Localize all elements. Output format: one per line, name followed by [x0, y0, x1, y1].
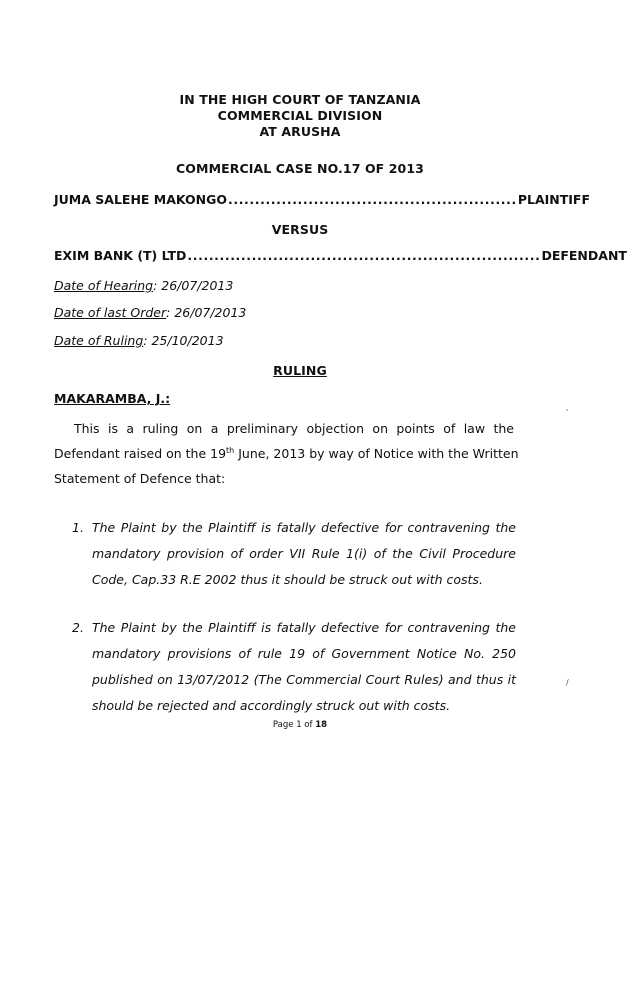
date-of-hearing	[54, 278, 233, 293]
defendant-role: DEFENDANT	[541, 248, 627, 263]
defendant-line	[54, 248, 627, 263]
versus-label: VERSUS	[271, 222, 329, 237]
division-heading: COMMERCIAL DIVISION	[217, 108, 383, 123]
intro-line-1: This is a ruling on a preliminary objection on points of law the	[74, 421, 514, 436]
objection-line: Code, Cap.33 R.E 2002 thus it should be struck out with costs.	[92, 572, 483, 587]
ruling-title: RULING	[273, 363, 327, 378]
date-of-ruling	[54, 333, 224, 348]
objection-line: The Plaint by the Plaintiff is fatally defective for contravening the	[92, 520, 516, 535]
scan-mark: /	[566, 678, 569, 687]
plaintiff-line	[54, 192, 591, 207]
objection-item	[72, 515, 516, 593]
page-label: Page 1 of	[272, 720, 316, 730]
date-of-last-order	[54, 305, 246, 320]
page-footer	[0, 720, 600, 730]
date-of-last-order-label: Date of last Order	[54, 305, 167, 320]
objection-line: should be rejected and accordingly struck out with costs.	[92, 698, 451, 713]
objection-line: mandatory provision of order VII Rule 1(i) of the Civil Procedure	[92, 546, 516, 561]
total-pages: 18	[315, 720, 328, 730]
intro-line-2-start: Defendant raised on the 19	[54, 446, 227, 461]
objection-item	[72, 615, 516, 719]
date-of-last-order-value: : 26/07/2013	[166, 305, 247, 320]
defendant-leader-dots: ..................................................................	[187, 248, 541, 263]
defendant-name: EXIM BANK (T) LTD	[54, 248, 187, 263]
intro-line-3: Statement of Defence that:	[54, 471, 226, 486]
plaintiff-leader-dots: ......................................................	[228, 192, 517, 207]
date-of-ruling-label: Date of Ruling	[54, 333, 144, 348]
ordinal-suffix: th	[226, 445, 235, 455]
plaintiff-name: JUMA SALEHE MAKONGO	[54, 192, 228, 207]
objection-line: published on 13/07/2012 (The Commercial Court Rules) and thus it	[92, 672, 516, 687]
judge-name: MAKARAMBA, J.:	[54, 391, 171, 406]
date-of-ruling-value: : 25/10/2013	[143, 333, 224, 348]
objection-number: 2.	[72, 620, 84, 635]
objection-line: mandatory provisions of rule 19 of Government Notice No. 250	[92, 646, 516, 661]
intro-paragraph	[54, 416, 519, 491]
location-heading: AT ARUSHA	[259, 124, 341, 139]
objection-line: The Plaint by the Plaintiff is fatally defective for contravening the	[92, 620, 516, 635]
scan-mark: '	[566, 408, 569, 417]
date-of-hearing-value: : 26/07/2013	[153, 278, 234, 293]
court-heading: IN THE HIGH COURT OF TANZANIA	[179, 92, 421, 107]
date-of-hearing-label: Date of Hearing	[54, 278, 154, 293]
intro-line-2	[54, 441, 519, 466]
intro-line-2-end: June, 2013 by way of Notice with the Written	[234, 446, 519, 461]
plaintiff-role: PLAINTIFF	[517, 192, 591, 207]
objection-number: 1.	[72, 520, 84, 535]
case-number: COMMERCIAL CASE NO.17 OF 2013	[176, 161, 424, 176]
